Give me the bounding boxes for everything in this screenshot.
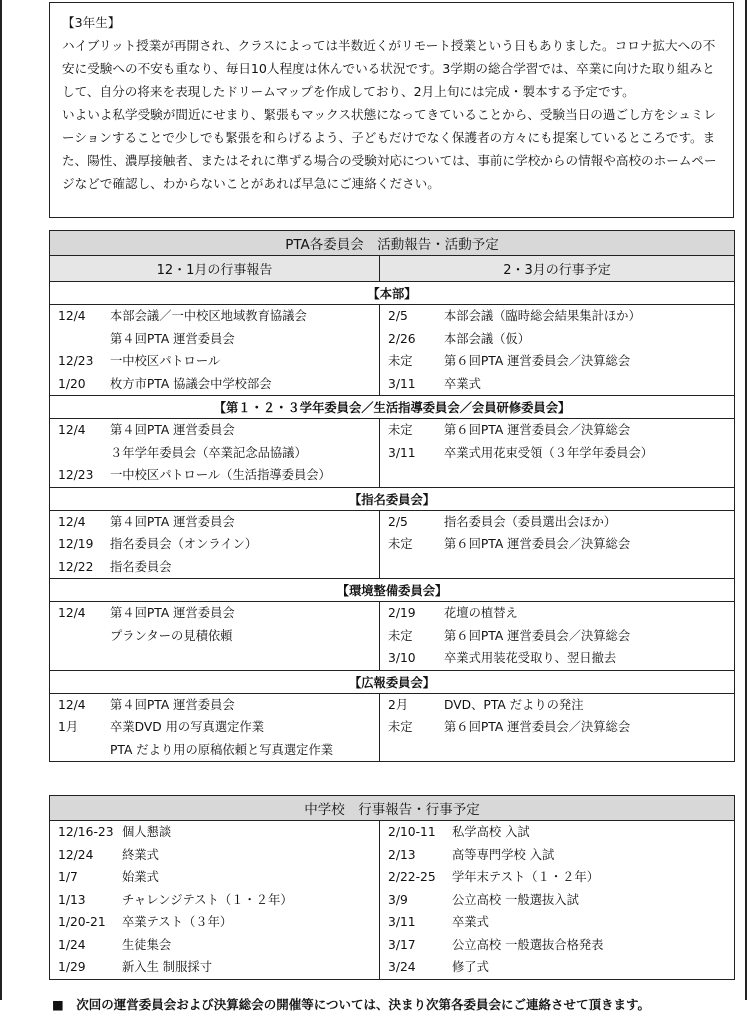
page-border-left [0,0,2,1000]
event-line [58,419,371,442]
event-text: 第４回PTA 運営委員会 [110,514,235,529]
event-line [58,602,371,625]
schedule-cell [380,419,735,488]
event-text: 卒業DVD 用の写真選定作業 [110,720,265,734]
event-text: 本部会議／一中校区地域教育協議会 [110,309,307,323]
committee-section-title: 【指名委員会】 [50,487,735,510]
event-line [58,305,371,328]
grade3-paragraph: ハイブリット授業が再開され、クラスによっては半数近くがリモート授業という日もありました。コロナ拡大への不安に受験への不安も重なり、毎日10人程度は休んでいる状況です。3学期の総合学習では、卒業に向けた取り組みとして、自分の将来を表現したドリームマップを作成しており、2月上旬には完成・製本する予定です。 [62,38,716,99]
event-text: 一中校区パトロール [110,354,221,368]
event-date: 12/19 [58,537,94,551]
grade3-title: 【3年生】 [62,15,121,30]
event-date: 未定 [388,423,413,437]
event-line [388,511,726,534]
event-date: 未定 [388,628,413,643]
event-date: 12/4 [58,606,86,620]
event-line [388,533,726,556]
event-line [388,866,726,889]
event-text: 第４回PTA 運営委員会 [110,606,235,620]
event-date: 12/16-23 [58,825,114,839]
event-text: ３年学年委員会（卒業記念品協議） [110,445,307,460]
school-table-title: 中学校 行事報告・行事予定 [50,796,735,821]
event-date: 1/20-21 [58,915,106,929]
event-text: PTA だより用の原稿依頼と写真選定作業 [110,742,334,757]
event-date: 12/22 [58,559,94,574]
event-text: プランターの見積依頼 [110,628,233,643]
event-line [388,328,726,351]
event-line [58,889,371,912]
event-line [388,934,726,957]
event-line [58,821,371,844]
event-date: 3/24 [388,960,416,974]
event-line [58,556,371,579]
event-date: 1/24 [58,937,86,952]
event-line [388,305,726,328]
schedule-cell [380,693,735,762]
event-text: 学年末テスト（１・２年） [452,870,600,884]
school-right-cell [380,821,735,980]
event-line [58,911,371,934]
event-line [58,956,371,979]
event-text: 第６回PTA 運営委員会／決算総会 [444,354,631,368]
event-date: 1/20 [58,376,86,391]
schedule-cell [380,510,735,579]
event-text: 花壇の植替え [444,606,518,620]
report-cell [50,419,380,488]
report-cell [50,602,380,671]
event-line [388,911,726,934]
event-date: 1月 [58,720,79,734]
report-cell [50,510,380,579]
event-text: 新入生 制服採寸 [122,960,212,974]
event-text: 第６回PTA 運営委員会／決算総会 [444,720,631,734]
event-line [58,464,371,487]
pta-table-title: PTA各委員会 活動報告・活動予定 [50,231,735,256]
event-date: 未定 [388,354,413,368]
event-text: 終業式 [122,847,159,862]
event-text: チャレンジテスト（１・２年） [122,892,293,907]
event-line [58,350,371,373]
event-text: 卒業式 [444,376,481,391]
event-line [388,821,726,844]
event-line [388,956,726,979]
pta-right-header: 2・3月の行事予定 [380,256,735,282]
event-line [58,934,371,957]
event-date: 12/24 [58,847,94,862]
footer-note: ■ 次回の運営委員会および決算総会の開催等については、決まり次第各委員会にご連絡させて頂きます。 [52,997,651,1012]
event-text: 本部会議（臨時総会結果集計ほか） [444,309,641,323]
event-date: 2/26 [388,331,416,346]
event-line [388,625,726,648]
event-line [58,716,371,739]
event-line [58,533,371,556]
event-line [388,889,726,912]
event-line [58,511,371,534]
event-date: 12/4 [58,423,86,437]
event-text: 本部会議（仮） [444,331,531,346]
event-date: 12/4 [58,697,86,712]
event-line [388,442,726,465]
event-date: 12/23 [58,354,94,368]
event-text: 公立高校 一般選抜合格発表 [452,937,604,952]
event-date: 未定 [388,720,413,734]
event-line [388,647,726,670]
event-line [58,844,371,867]
event-line [58,328,371,351]
event-date: 2/19 [388,606,416,620]
event-date: 1/7 [58,870,78,884]
event-text: 始業式 [122,870,159,884]
event-line [388,844,726,867]
event-text: 高等専門学校 入試 [452,847,555,862]
event-text: 生徒集会 [122,937,172,952]
event-text: 第６回PTA 運営委員会／決算総会 [444,537,631,551]
event-date: 12/23 [58,468,94,482]
event-date: 1/29 [58,960,86,974]
event-text: 一中校区パトロール（生活指導委員会） [110,468,331,482]
event-date: 2月 [388,697,409,712]
committee-section-title: 【本部】 [50,282,735,305]
event-line [58,739,371,762]
event-date: 2/22-25 [388,870,436,884]
event-date: 3/17 [388,937,416,952]
event-text: 第６回PTA 運営委員会／決算総会 [444,423,631,437]
grade3-paragraph: いよいよ私学受験が間近にせまり、緊張もマックス状態になってきていることから、受験当日の過ごし方をシュミレーションすることで少しでも緊張を和らげるよう、子どもだけでなく保護者の方々にも提案しているところです。また、陽性、濃厚接触者、またはそれに準ずる場合の受験対応については、事前に学校からの情報や高校のホームページなどで確認し、わからないことがあれば早急にご連絡ください。 [62,107,717,191]
grade3-report-box [49,2,734,218]
event-text: 第４回PTA 運営委員会 [110,423,235,437]
event-text: 枚方市PTA 協議会中学校部会 [110,376,272,391]
event-text: 卒業テスト（３年） [122,915,233,929]
committee-section-title: 【環境整備委員会】 [50,579,735,602]
event-text: 第６回PTA 運営委員会／決算総会 [444,628,631,643]
event-text: 指名委員会（オンライン） [110,537,258,551]
event-date: 1/13 [58,892,86,907]
event-date: 2/13 [388,847,416,862]
event-date: 2/5 [388,514,408,529]
committee-section-title: 【第１・２・３学年委員会／生活指導委員会／会員研修委員会】 [50,396,735,419]
event-date: 未定 [388,537,413,551]
report-cell [50,693,380,762]
event-line [388,419,726,442]
event-text: 公立高校 一般選抜入試 [452,892,579,907]
event-text: DVD、PTA だよりの発注 [444,697,584,712]
event-line [58,694,371,717]
event-date: 3/11 [388,445,416,460]
event-text: 卒業式用花束受領（３年学年委員会） [444,445,654,460]
event-date: 2/5 [388,309,408,323]
event-date: 12/4 [58,309,86,323]
event-line [388,350,726,373]
event-line [388,694,726,717]
event-text: 個人懇談 [122,825,172,839]
pta-left-header: 12・1月の行事報告 [50,256,380,282]
event-date: 3/9 [388,892,408,907]
pta-activity-table [49,230,735,762]
event-text: 卒業式 [452,915,489,929]
event-line [58,442,371,465]
event-text: 指名委員会 [110,559,172,574]
event-line [388,373,726,396]
event-text: 指名委員会（委員選出会ほか） [444,514,617,529]
event-line [58,625,371,648]
schedule-cell [380,602,735,671]
event-line [388,602,726,625]
event-date: 3/11 [388,915,416,929]
event-line [58,373,371,396]
event-date: 2/10-11 [388,825,436,839]
page-border-right [745,0,747,1000]
event-text: 修了式 [452,960,489,974]
report-cell [50,305,380,396]
event-text: 卒業式用装花受取り、翌日撤去 [444,651,617,665]
event-date: 12/4 [58,514,86,529]
event-line [388,716,726,739]
school-events-table [49,795,735,980]
event-text: 第４回PTA 運営委員会 [110,697,235,712]
schedule-cell [380,305,735,396]
event-line [58,866,371,889]
event-date: 3/10 [388,651,416,665]
event-text: 私学高校 入試 [452,825,530,839]
event-date: 3/11 [388,376,416,391]
committee-section-title: 【広報委員会】 [50,670,735,693]
school-left-cell [50,821,380,980]
event-text: 第４回PTA 運営委員会 [110,331,235,346]
